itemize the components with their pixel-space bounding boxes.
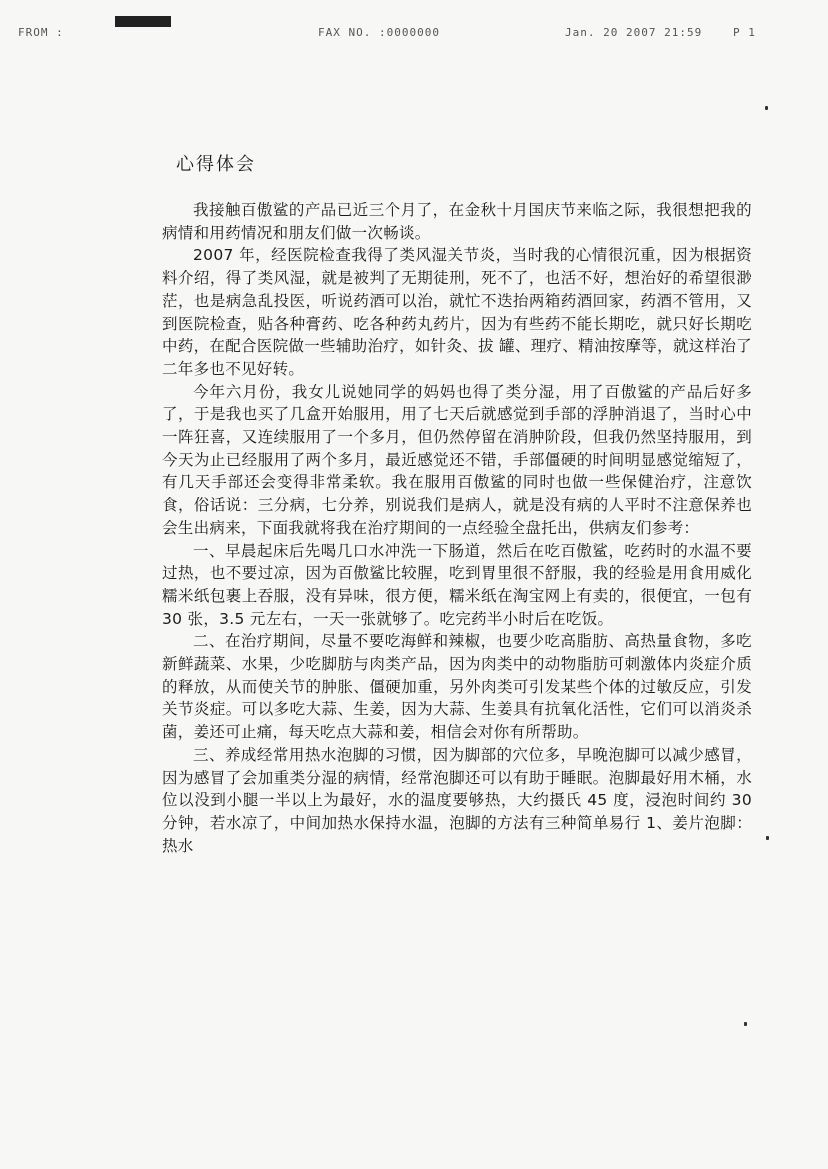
paragraph: 今年六月份，我女儿说她同学的妈妈也得了类分湿，用了百傲鲨的产品后好多了，于是我也买了几盒开始服用，用了七天后就感觉到手部的浮肿消退了，当时心中一阵狂喜，又连续服用了一个多月，但仍然停留在消肿阶段，但我仍然坚持服用，到今天为止已经服用了两个多月，最近感觉还不错，手部僵硬的时间明显感觉缩短了，有几天手部还会变得非常柔软。我在服用百傲鲨的同时也做一些保健治疗，注意饮食，俗话说：三分病，七分养，别说我们是病人，就是没有病的人平时不注意保养也会生出病来，下面我就将我在治疗期间的一点经验全盘托出，供病友们参考： xyxy=(162,382,752,537)
document-body xyxy=(162,199,752,857)
fax-header xyxy=(0,26,828,44)
scan-speck xyxy=(744,1022,747,1026)
paragraph: 我接触百傲鲨的产品已近三个月了，在金秋十月国庆节来临之际，我很想把我的病情和用药情况和朋友们做一次畅谈。 xyxy=(162,201,752,242)
paragraph: 2007 年，经医院检查我得了类风湿关节炎，当时我的心情很沉重，因为根据资料介绍，得了类风湿，就是被判了无期徒刑，死不了，也活不好，想治好的希望很渺茫，也是病急乱投医，听说药酒可以治，就忙不迭抬两箱药酒回家，药酒不管用，又到医院检查，贴各种膏药、吃各种药丸药片，因为有些药不能长期吃，就只好长期吃中药，在配合医院做一些辅助治疗，如针灸、拔 罐、理疗、精油按摩等，就这样治了二年多也不见好转。 xyxy=(162,246,752,378)
paragraph: 二、在治疗期间，尽量不要吃海鲜和辣椒，也要少吃高脂肪、高热量食物，多吃新鲜蔬菜、水果，少吃脚肪与肉类产品，因为肉类中的动物脂肪可刺激体内炎症介质的释放，从而使关节的肿胀、僵硬加重，另外肉类可引发某些个体的过敏反应，引发关节炎症。可以多吃大蒜、生姜，因为大蒜、生姜具有抗氧化活性，它们可以消炎杀菌，姜还可止痛，每天吃点大蒜和姜，相信会对你有所帮助。 xyxy=(162,632,752,742)
fax-from: FROM : xyxy=(18,26,64,39)
fax-page-number: P 1 xyxy=(733,26,756,39)
paragraph: 一、早晨起床后先喝几口水冲洗一下肠道，然后在吃百傲鲨，吃药时的水温不要过热，也不要过凉，因为百傲鲨比较腥，吃到胃里很不舒服，我的经验是用食用威化糯米纸包裹上吞服，没有异味，很方便，糯米纸在淘宝网上有卖的，很便宜，一包有 30 张，3.5 元左右，一天一张就够了。吃完药半小时后在吃饭。 xyxy=(162,541,752,628)
paragraph: 三、养成经常用热水泡脚的习惯，因为脚部的穴位多，早晚泡脚可以减少感冒，因为感冒了会加重类分湿的病情，经常泡脚还可以有助于睡眠。泡脚最好用木桶，水位以没到小腿一半以上为最好，水的温度要够热，大约摄氏 45 度，浸泡时间约 30 分钟，若水凉了，中间加热水保持水温，泡脚的方法有三种简单易行 1、姜片泡脚：热水 xyxy=(162,745,752,855)
fax-date: Jan. 20 2007 21:59 xyxy=(565,26,703,39)
document-title: 心得体会 xyxy=(176,154,256,175)
fax-number: FAX NO. :0000000 xyxy=(318,26,440,39)
scan-speck xyxy=(766,836,769,840)
scan-speck xyxy=(765,106,768,110)
redaction-bar xyxy=(115,16,171,27)
